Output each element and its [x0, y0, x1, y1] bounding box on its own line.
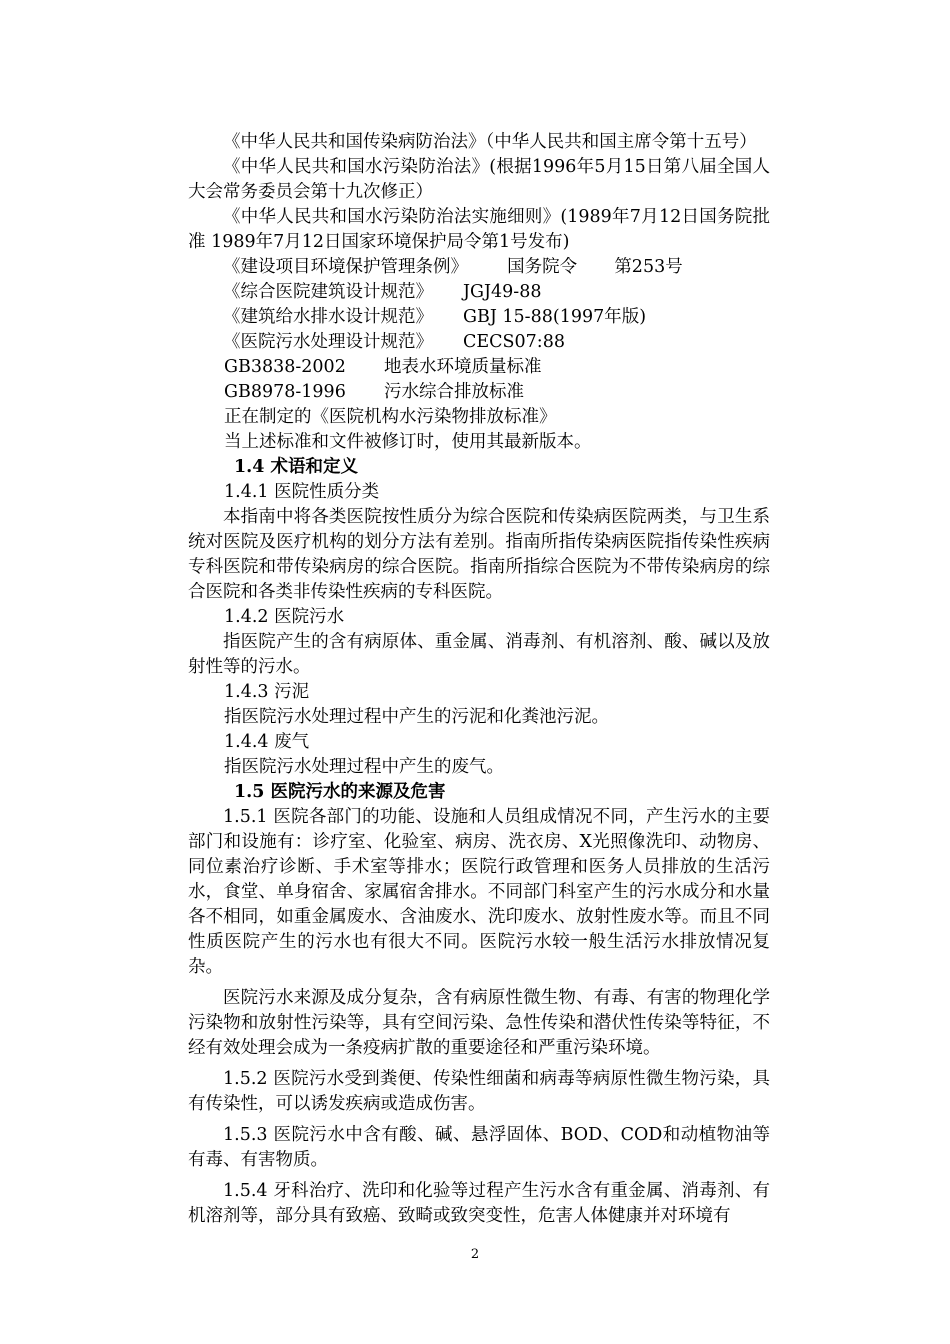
subsection-title: 1.4.4 废气	[224, 732, 310, 752]
paragraph: 本指南中将各类医院按性质分为综合医院和传染病医院两类，与卫生系统对医院及医疗机构的划分方法有差别。指南所指传染病医院指传染性疾病专科医院和带传染病房的综合医院。指南所指综合医院为不带传染病房的综合医院和各类非传染性疾病的专科医院。	[188, 507, 770, 602]
section-heading: 1.5 医院污水的来源及危害	[234, 782, 446, 802]
regulation-reference	[188, 255, 770, 280]
subsection-title: 1.4.1 医院性质分类	[224, 482, 380, 502]
page-number: 2	[470, 1247, 480, 1262]
standard-reference	[188, 280, 770, 305]
standard-reference	[188, 305, 770, 330]
regulation-number: 第253号	[614, 257, 683, 277]
page-content	[188, 130, 770, 1229]
standard-title: 地表水环境质量标准	[384, 357, 542, 377]
paragraph: 医院污水来源及成分复杂，含有病原性微生物、有毒、有害的物理化学污染物和放射性污染等，具有空间污染、急性传染和潜伏性传染等特征，不经有效处理会成为一条疫病扩散的重要途径和严重污染环境。	[188, 988, 770, 1058]
standard-title: 《综合医院建筑设计规范》	[223, 282, 433, 302]
standard-code: CECS07:88	[463, 332, 565, 352]
subsection-title: 1.4.3 污泥	[224, 682, 310, 702]
standard-title: 《医院污水处理设计规范》	[223, 332, 433, 352]
regulation-title: 《建设项目环境保护管理条例》	[223, 257, 468, 277]
paragraph: 1.5.1 医院各部门的功能、设施和人员组成情况不同，产生污水的主要部门和设施有：诊疗室、化验室、病房、洗衣房、X光照像洗印、动物房、同位素治疗诊断、手术室等排水；医院行政管理和医务人员排放的生活污水，食堂、单身宿舍、家属宿舍排水。不同部门科室产生的污水成分和水量各不相同，如重金属废水、含油废水、洗印废水、放射性废水等。而且不同性质医院产生的污水也有很大不同。医院污水较一般生活污水排放情况复杂。	[188, 807, 770, 977]
paragraph: 1.5.3 医院污水中含有酸、碱、悬浮固体、BOD、COD和动植物油等有毒、有害物质。	[188, 1125, 770, 1170]
regulation-issuer: 国务院令	[507, 257, 578, 277]
standard-code: GBJ 15-88(1997年版)	[463, 307, 647, 327]
standard-code: GB3838-2002	[224, 357, 346, 377]
law-reference: 《中华人民共和国水污染防治法实施细则》(1989年7月12日国务院批准 1989年7月12日国家环境保护局令第1号发布)	[188, 207, 770, 252]
revision-note: 当上述标准和文件被修订时，使用其最新版本。	[224, 432, 592, 452]
law-reference: 《中华人民共和国传染病防治法》（中华人民共和国主席令第十五号）	[223, 132, 757, 152]
standard-code: GB8978-1996	[224, 382, 346, 402]
paragraph: 指医院污水处理过程中产生的废气。	[224, 757, 504, 777]
paragraph: 1.5.2 医院污水受到粪便、传染性细菌和病毒等病原性微生物污染，具有传染性，可以诱发疾病或造成伤害。	[188, 1069, 770, 1114]
standard-reference	[188, 380, 770, 405]
law-reference: 《中华人民共和国水污染防治法》(根据1996年5月15日第八届全国人大会常务委员会第十九次修正）	[188, 157, 770, 202]
section-heading: 1.4 术语和定义	[234, 457, 359, 477]
standard-code: JGJ49-88	[463, 282, 542, 302]
paragraph: 1.5.4 牙科治疗、洗印和化验等过程产生污水含有重金属、消毒剂、有机溶剂等，部分具有致癌、致畸或致突变性，危害人体健康并对环境有	[188, 1181, 770, 1226]
pending-standard: 正在制定的《医院机构水污染物排放标准》	[224, 407, 557, 427]
standard-reference	[188, 330, 770, 355]
standard-title: 污水综合排放标准	[384, 382, 524, 402]
standard-reference	[188, 355, 770, 380]
paragraph: 指医院污水处理过程中产生的污泥和化粪池污泥。	[224, 707, 609, 727]
standard-title: 《建筑给水排水设计规范》	[223, 307, 433, 327]
subsection-title: 1.4.2 医院污水	[224, 607, 345, 627]
paragraph: 指医院产生的含有病原体、重金属、消毒剂、有机溶剂、酸、碱以及放射性等的污水。	[188, 632, 770, 677]
